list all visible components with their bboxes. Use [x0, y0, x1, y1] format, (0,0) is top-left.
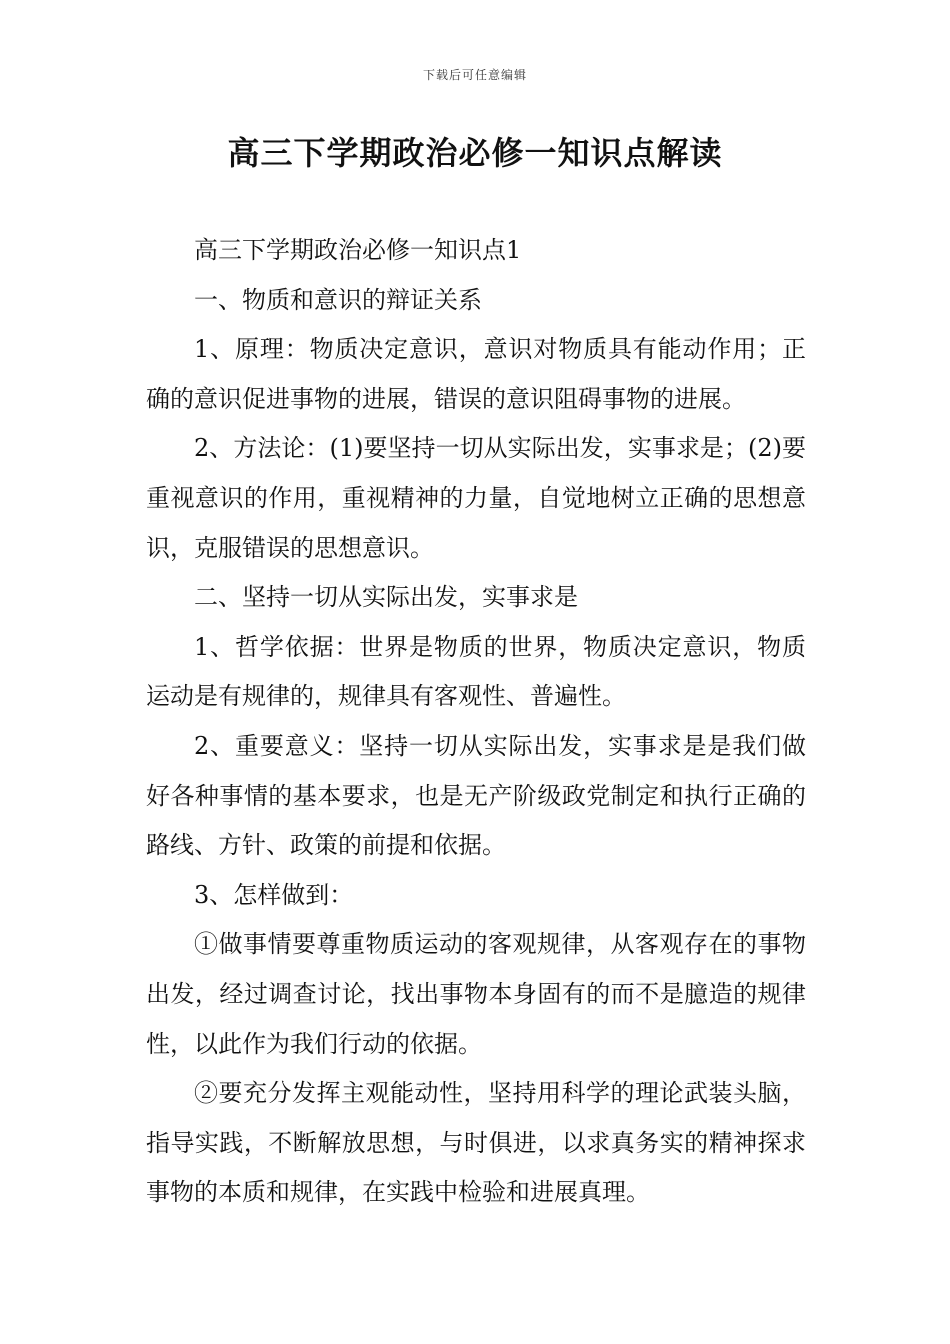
- section-heading-2: 二、坚持一切从实际出发，实事求是: [194, 583, 578, 612]
- section-heading-1: 一、物质和意识的辩证关系: [194, 285, 482, 314]
- paragraph-philosophical-basis: 1、哲学依据：世界是物质的世界，物质决定意识，物质运动是有规律的，规律具有客观性、普遍性。: [146, 632, 806, 711]
- paragraph-methodology: 2、方法论：(1)要坚持一切从实际出发，实事求是；(2)要重视意识的作用，重视精神的力量，自觉地树立正确的思想意识，克服错误的思想意识。: [146, 434, 806, 562]
- document-title: 高三下学期政治必修一知识点解读: [227, 134, 723, 172]
- document-body: [146, 226, 806, 1218]
- paragraph-principle: 1、原理：物质决定意识，意识对物质具有能动作用；正确的意识促进事物的进展，错误的意识阻碍事物的进展。: [146, 335, 806, 413]
- paragraph-significance: 2、重要意义：坚持一切从实际出发，实事求是是我们做好各种事情的基本要求，也是无产阶级政党制定和执行正确的路线、方针、政策的前提和依据。: [146, 731, 806, 860]
- paragraph-point-1: ①做事情要尊重物质运动的客观规律，从客观存在的事物出发，经过调查讨论，找出事物本身固有的而不是臆造的规律性，以此作为我们行动的依据。: [146, 930, 806, 1058]
- paragraph-point-2: ②要充分发挥主观能动性，坚持用科学的理论武装头脑，指导实践，不断解放思想，与时俱进，以求真务实的精神探求事物的本质和规律，在实践中检验和进展真理。: [146, 1079, 806, 1207]
- paragraph-how-to: 3、怎样做到：: [194, 880, 354, 909]
- section-subtitle: 高三下学期政治必修一知识点1: [194, 236, 522, 264]
- header-note: 下载后可任意编辑: [422, 68, 527, 82]
